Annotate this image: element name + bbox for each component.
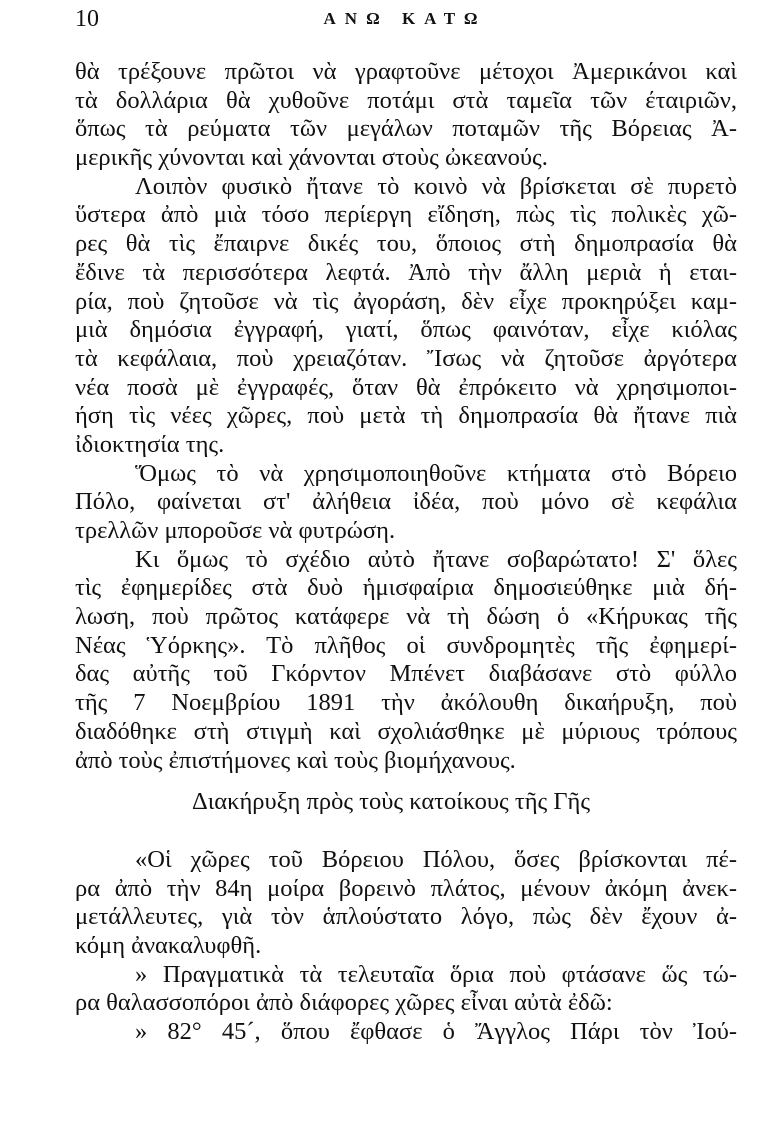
text-line: μερικῆς χύνονται καὶ χάνονται στοὺς ὠκεανούς. [75,144,548,172]
text-line: κόμη ἀνακαλυφθῆ. [75,931,262,959]
text-line: ρες θὰ τὶς ἔπαιρνε δικές του, ὅποιος στὴ δημοπρασία θὰ [75,230,737,258]
text-line: Νέας Ὑόρκης». Τὸ πλῆθος οἱ συνδρομητὲς τῆς ἐφημερί- [75,631,737,659]
text-line: τὶς ἐφημερίδες στὰ δυὸ ἡμισφαίρια δημοσιεύθηκε μιὰ δή- [75,574,737,602]
text-line: διαδόθηκε στὴ στιγμὴ καὶ σχολιάσθηκε μὲ μύριους τρόπους [75,717,737,745]
text-line: τὰ κεφάλαια, ποὺ χρειαζόταν. Ἴσως νὰ ζητοῦσε ἀργότερα [75,344,737,372]
text-line: ρία, ποὺ ζητοῦσε νὰ τὶς ἀγοράση, δὲν εἶχε προκηρύξει καμ- [75,287,737,315]
text-line: Πόλο, φαίνεται στ' ἀλήθεια ἰδέα, ποὺ μόνο σὲ κεφάλια [75,488,737,516]
paragraph [75,173,737,460]
text-line: » Πραγματικὰ τὰ τελευταῖα ὅρια ποὺ φτάσανε ὥς τώ- [135,960,737,988]
text-line: ἀπὸ τοὺς ἐπιστήμονες καὶ τοὺς βιομήχανους. [75,746,516,774]
text-line: μιὰ δημόσια ἐγγραφή, γιατί, ὅπως φαινόταν, εἶχε κιόλας [75,316,737,344]
text-line: Κι ὅμως τὸ σχέδιο αὐτὸ ἤτανε σοβαρώτατο! Σ' ὅλες [135,545,737,573]
text-line: ἰδιοκτησία της. [75,430,225,458]
text-line: «Οἱ χῶρες τοῦ Βόρειου Πόλου, ὅσες βρίσκονται πέ- [135,845,737,873]
text-line: ἔδινε τὰ περισσότερα λεφτά. Ἀπὸ τὴν ἄλλη μεριὰ ἡ εται- [75,258,737,286]
text-line: τὰ δολλάρια θὰ χυθοῦνε ποτάμι στὰ ταμεῖα τῶν έταιριῶν, [75,86,737,114]
text-line: Λοιπὸν φυσικὸ ἤτανε τὸ κοινὸ νὰ βρίσκεται σὲ πυρετὸ [135,172,737,200]
section-heading: Διακήρυξη πρὸς τοὺς κατοίκους τῆς Γῆς [191,788,591,816]
text-line: Ὅμως τὸ νὰ χρησιμοποιηθοῦνε κτήματα στὸ Βόρειο [135,459,737,487]
running-header [75,6,735,36]
paragraph [75,460,737,546]
page-body [75,58,737,1047]
text-line: δας αὐτῆς τοῦ Γκόρντον Μπένετ διαβάσανε στὸ φύλλο [75,660,737,688]
running-title: ΑΝΩ ΚΑΤΩ [323,9,487,28]
text-line: λωση, ποὺ πρῶτος κατάφερε νὰ τὴ δώση ὁ «Κήρυκας τῆς [75,603,737,631]
text-line: τῆς 7 Νοεμβρίου 1891 τὴν ἀκόλουθη δικαήρυξη, ποὺ [75,689,737,717]
paragraph [75,1018,737,1047]
text-line: τρελλῶν μποροῦσε νὰ φυτρώση. [75,517,396,544]
paragraph [75,546,737,776]
text-line: ήση τὶς νέες χῶρες, ποὺ μετὰ τὴ δημοπρασία θὰ ἤτανε πιὰ [75,402,737,430]
paragraph [75,846,737,961]
text-line: ὕστερα ἀπὸ μιὰ τόσο περίεργη εἴδηση, πὼς τὶς πολικὲς χῶ- [75,201,737,229]
text-line: ρα ἀπὸ τὴν 84η μοίρα βορεινὸ πλάτος, μένουν ἀκόμη ἀνεκ- [75,874,737,902]
page-number: 10 [75,6,99,32]
text-line: μετάλλευτες, γιὰ τὸν ἁπλούστατο λόγο, πὼς δὲν ἔχουν ἀ- [75,903,737,931]
text-line: ὅπως τὰ ρεύματα τῶν μεγάλων ποταμῶν τῆς Βόρειας Ἀ- [75,115,737,143]
text-line: νέα ποσὰ μὲ ἐγγραφές, ὅταν θὰ ἐπρόκειτο νὰ χρησιμοποι- [75,373,737,401]
paragraph [75,58,737,173]
text-line: ρα θαλασσοπόροι ἀπὸ διάφορες χῶρες εἶναι αὐτὰ ἐδῶ: [75,989,613,1017]
paragraph [75,961,737,1018]
text-line: θὰ τρέξουνε πρῶτοι νὰ γραφτοῦνε μέτοχοι Ἀμερικάνοι καὶ [75,58,737,85]
text-line: » 82° 45´, ὅπου ἔφθασε ὁ Ἄγγλος Πάρι τὸν Ἰού- [135,1018,737,1045]
